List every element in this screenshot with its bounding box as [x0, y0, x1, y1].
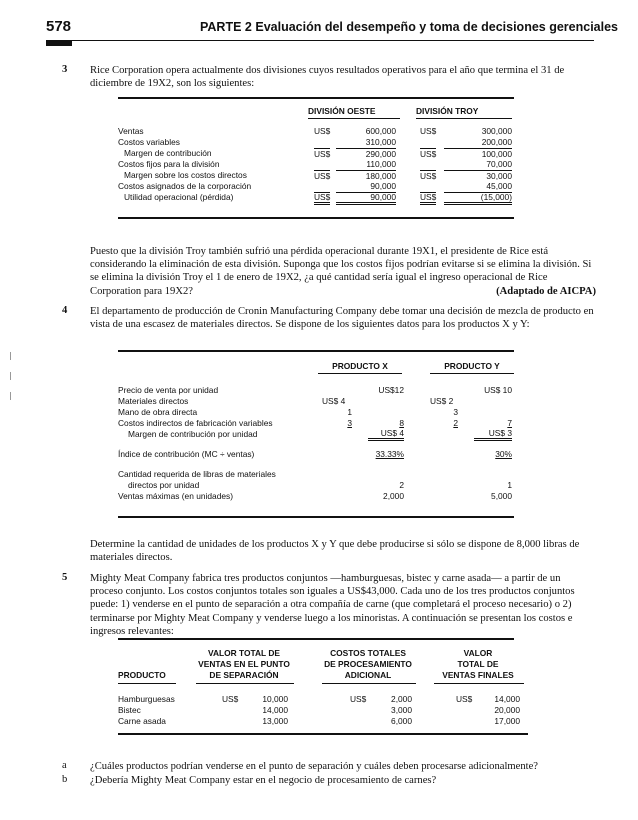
part-title: Evaluación del desempeño y toma de decisiones gerenciales: [255, 20, 618, 34]
cur-3: US$: [456, 694, 473, 704]
val-y: US$ 3: [474, 429, 512, 441]
cur-2: US$: [350, 694, 367, 704]
table-row: [118, 148, 518, 159]
val-troy: (15,000): [444, 192, 512, 205]
cur-oeste: US$: [314, 192, 330, 205]
table-row: [118, 418, 518, 429]
table-row: [118, 396, 518, 407]
problem-5-number: 5: [62, 572, 68, 583]
val-y-part: 2: [453, 418, 458, 428]
val-oeste: 90,000: [370, 181, 396, 191]
col-valor-final: [432, 648, 524, 681]
table-row: [118, 170, 518, 181]
row-label: Ventas: [118, 126, 144, 136]
cur-troy: US$: [420, 126, 437, 136]
col-division-troy: DIVISIÓN TROY: [416, 106, 479, 116]
header-line: VALOR TOTAL DE: [208, 648, 280, 658]
val-y: 3: [453, 407, 458, 417]
question-a: ¿Cuáles productos podrían venderse en el punto de separación y cuáles deben procesarse adicionalmente?: [90, 761, 538, 772]
product-name: Bistec: [118, 705, 141, 715]
product-name: Carne asada: [118, 716, 166, 726]
table-3-body: [118, 126, 518, 205]
table-row: [118, 491, 518, 502]
source-citation: (Adaptado de AICPA): [496, 285, 596, 297]
val-oeste: 290,000: [336, 148, 396, 159]
table-row: [118, 705, 528, 716]
val-oeste: 600,000: [365, 126, 396, 136]
table-row: [118, 449, 518, 469]
problem-5-intro: Mighty Meat Company fabrica tres productos conjuntos —hamburguesas, bistec y carne asada— a partir de un proceso conjunto. Los costos conjuntos totales son iguales a US$43,000. Cada uno de los tres productos conjuntos puede: 1) venderse en el punto de separación a otra compañía de carne (que completará el proceso necesario) o 2) terminarse por Mighty Meat Company y venderse luego a los minoristas. A continuación se presentan los costos e ingresos relevantes:: [90, 573, 575, 637]
table-row: [118, 192, 518, 205]
col-producto-x: PRODUCTO X: [332, 361, 388, 371]
table-row: [118, 716, 528, 727]
val-3: 14,000: [494, 694, 520, 704]
val-3: 20,000: [494, 705, 520, 715]
val-x: US$12: [378, 385, 404, 395]
table-row: [118, 694, 528, 705]
question-b-letter: b: [62, 774, 68, 785]
val-troy: 300,000: [481, 126, 512, 136]
row-label: Costos variables: [118, 137, 180, 147]
val-troy: 100,000: [444, 148, 512, 159]
col-y-rule: [430, 373, 514, 374]
header-line: VENTAS EN EL PUNTO: [198, 659, 290, 669]
val-troy: 70,000: [486, 159, 512, 169]
row-label: Costos indirectos de fabricación variables: [118, 418, 273, 428]
val-x: 1: [347, 407, 352, 417]
chapter-title: [200, 20, 618, 34]
val-y: 5,000: [491, 491, 512, 501]
header-line: DE SEPARACIÓN: [209, 670, 279, 680]
header-line: COSTOS TOTALES: [330, 648, 406, 658]
table-5-bottom-rule: [118, 733, 528, 735]
row-label: Margen de contribución: [124, 148, 212, 158]
table-row: [118, 385, 518, 396]
question-text: Puesto que la división Troy también sufrió una pérdida operacional durante 19X1, el presidente de Rice está considerando la eliminación de esta división. Suponga que los costos fijos podrían evitarse si se elimina la división. Si se elimina la división Troy el 1 de enero de 19X2, ¿a qué cantidad sería igual el ingreso operacional de Rice Corporation para 19X2?: [90, 246, 592, 297]
val-y: 30%: [495, 449, 512, 459]
table-row: [118, 480, 518, 491]
table-3-top-rule: [118, 97, 514, 99]
col-division-oeste: DIVISIÓN OESTE: [308, 106, 376, 116]
val-y: 1: [507, 480, 512, 490]
margin-mark: [10, 352, 11, 360]
col-producto-y: PRODUCTO Y: [444, 361, 500, 371]
problem-3-question: [90, 245, 596, 298]
row-label: Precio de venta por unidad: [118, 385, 219, 395]
cur-troy: US$: [420, 192, 436, 205]
row-label: Índice de contribución (MC ÷ ventas): [118, 449, 255, 459]
cur-oeste: US$: [314, 149, 331, 159]
val-troy: 200,000: [481, 137, 512, 147]
row-label: Costos fijos para la división: [118, 159, 220, 169]
val-2: 3,000: [391, 705, 412, 715]
cur-oeste: US$: [314, 171, 331, 181]
col-oeste-rule: [308, 118, 400, 119]
problem-4-number: 4: [62, 305, 68, 316]
header-line: VENTAS FINALES: [442, 670, 514, 680]
cur-troy: US$: [420, 149, 437, 159]
page-number: 578: [46, 18, 72, 35]
col-valor-separacion: [190, 648, 298, 681]
val-x: 33.33%: [375, 449, 404, 459]
table-5-top-rule: [118, 638, 514, 640]
table-row: [118, 407, 518, 418]
val-y: US$ 2: [430, 396, 454, 406]
val-1: 10,000: [262, 694, 288, 704]
question-a-letter: a: [62, 760, 67, 771]
product-name: Hamburguesas: [118, 694, 175, 704]
val-1: 14,000: [262, 705, 288, 715]
row-label: Cantidad requerida de libras de materiales: [118, 469, 276, 479]
val-x: 8: [399, 418, 404, 428]
problem-3-intro: Rice Corporation opera actualmente dos divisiones cuyos resultados operativos para el año que termina el 31 de diciembre de 19X2, son los siguientes:: [90, 65, 565, 90]
header-line: TOTAL DE: [457, 659, 499, 669]
val-2: 2,000: [391, 694, 412, 704]
cur-1: US$: [222, 694, 239, 704]
col-costos-procesamiento: [318, 648, 418, 681]
table-row: [118, 159, 518, 170]
cur-oeste: US$: [314, 126, 331, 136]
val-x: US$ 4: [368, 429, 404, 441]
table-4-top-rule: [118, 350, 514, 352]
margin-mark: [10, 392, 11, 400]
row-label: directos por unidad: [128, 480, 200, 490]
row-label: Costos asignados de la corporación: [118, 181, 252, 191]
val-1: 13,000: [262, 716, 288, 726]
val-troy: 45,000: [486, 181, 512, 191]
table-4-bottom-rule: [118, 516, 514, 518]
val-y: 7: [507, 418, 512, 428]
val-troy: 30,000: [444, 170, 512, 181]
val-oeste: 180,000: [336, 170, 396, 181]
val-3: 17,000: [494, 716, 520, 726]
row-label: Mano de obra directa: [118, 407, 198, 417]
val-oeste: 110,000: [366, 159, 396, 169]
table-3-bottom-rule: [118, 217, 514, 219]
row-label: Materiales directos: [118, 396, 189, 406]
val-y: US$ 10: [484, 385, 512, 395]
header-rule: [46, 40, 594, 41]
header-line: VALOR: [463, 648, 493, 658]
val-oeste: 90,000: [336, 192, 396, 205]
val-oeste: 310,000: [365, 137, 396, 147]
margin-mark: [10, 372, 11, 380]
table-4-body: [118, 385, 518, 502]
val-x: US$ 4: [322, 396, 346, 406]
row-label: Margen de contribución por unidad: [128, 429, 258, 439]
table-row: [118, 181, 518, 192]
val-2: 6,000: [391, 716, 412, 726]
row-label: Ventas máximas (en unidades): [118, 491, 233, 501]
val-x: 2,000: [383, 491, 404, 501]
col-producto-rule: [118, 683, 176, 684]
table-5-body: [118, 694, 528, 727]
row-label: Margen sobre los costos directos: [124, 170, 247, 180]
problem-3-number: 3: [62, 64, 68, 75]
cur-troy: US$: [420, 171, 437, 181]
col-producto: PRODUCTO: [118, 670, 166, 680]
header-line: ADICIONAL: [344, 670, 392, 680]
col3-rule: [434, 683, 524, 684]
header-block: [46, 41, 72, 46]
col-troy-rule: [416, 118, 512, 119]
problem-4-intro: El departamento de producción de Cronin Manufacturing Company debe tomar una decisión de mezcla de producto en vista de una escasez de materiales directos. Se dispone de los siguientes datos para los productos X y Y:: [90, 306, 594, 331]
col1-rule: [196, 683, 294, 684]
table-row: [118, 137, 518, 148]
col-x-rule: [318, 373, 402, 374]
col2-rule: [322, 683, 416, 684]
header-line: DE PROCESAMIENTO: [324, 659, 412, 669]
question-b: ¿Debería Mighty Meat Company estar en el negocio de procesamiento de carnes?: [90, 775, 437, 786]
table-row: [118, 429, 518, 449]
val-x-part: 3: [347, 418, 352, 428]
val-x: 2: [399, 480, 404, 490]
table-row: [118, 469, 518, 480]
row-label: Utilidad operacional (pérdida): [124, 192, 234, 202]
part-label: PARTE 2: [200, 20, 252, 34]
problem-4-question: Determine la cantidad de unidades de los productos X y Y que debe producirse si sólo se dispone de 8,000 libras de materiales directos.: [90, 539, 580, 564]
table-row: [118, 126, 518, 137]
